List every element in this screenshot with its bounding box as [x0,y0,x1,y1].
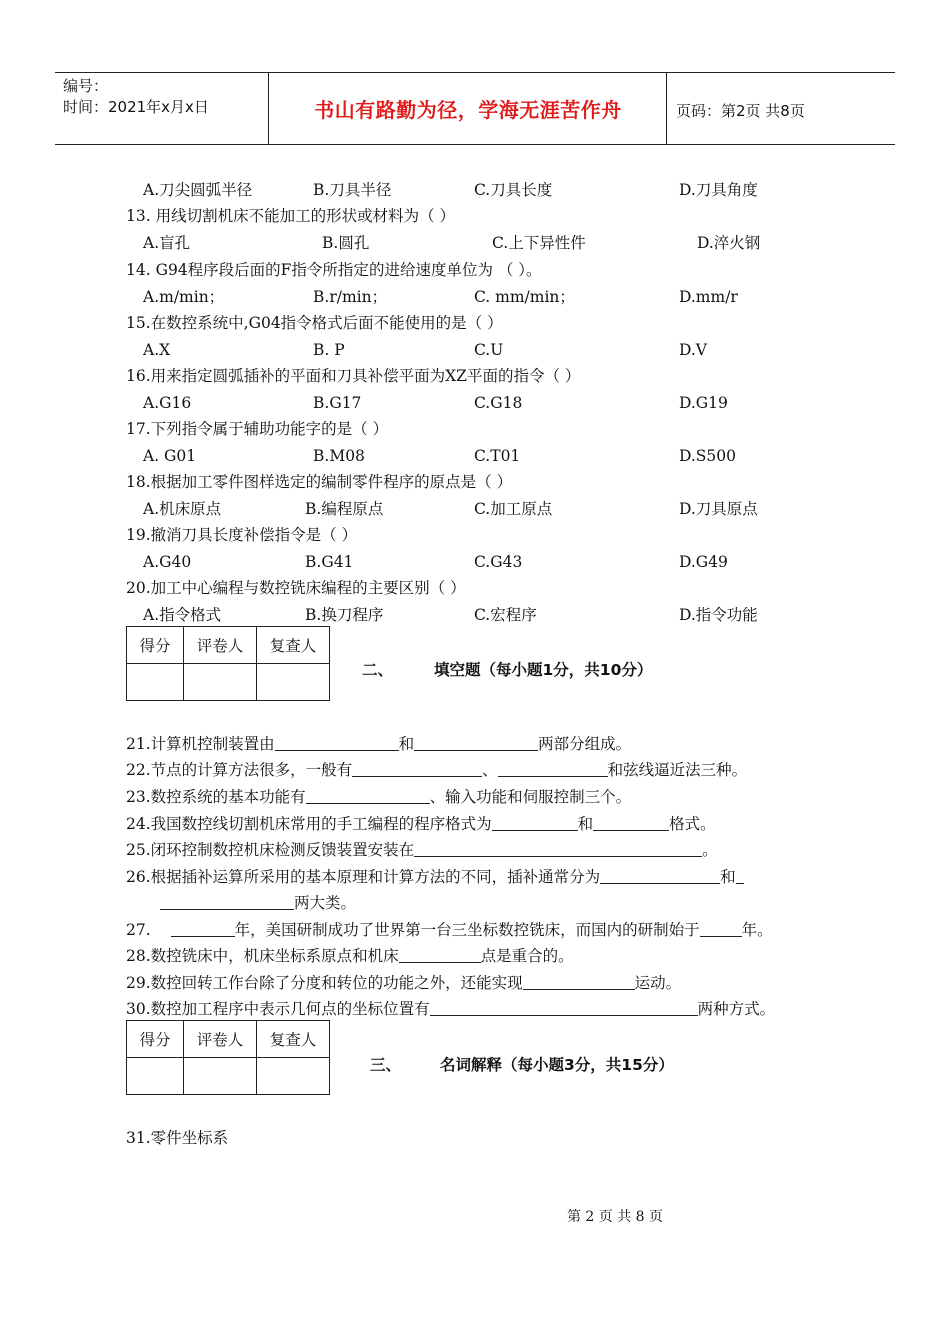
option-a: A.X [143,341,171,359]
option-d: D.V [679,341,707,359]
option-d: D.刀具原点 [679,500,758,518]
option-d: D.G19 [679,394,728,412]
question-16: 16.用来指定圆弧插补的平面和刀具补偿平面为XZ平面的指令（ ） [126,367,581,385]
question-19: 19.撤消刀具长度补偿指令是（ ） [126,526,358,544]
score-header: 得分 [127,1021,184,1058]
grader-header: 评卷人 [184,1021,257,1058]
option-b: B.换刀程序 [305,606,384,624]
q22-text: 22.节点的计算方法很多，一般有 [126,761,353,779]
option-d: D.刀具角度 [679,181,758,199]
q27-blank-1[interactable] [171,920,235,937]
q27-mid: 年，美国研制成功了世界第一台三坐标数控铣床，而国内的研制始于 [234,921,700,939]
q22-end: 和弦线逼近法三种。 [607,761,748,779]
q26-blank-2[interactable] [160,893,294,910]
question-28 [126,946,574,966]
option-c: C.G18 [474,394,523,412]
q21-end: 两部分组成。 [538,735,632,753]
question-18: 18.根据加工零件图样选定的编制零件程序的原点是（ ） [126,473,513,491]
option-a: A. G01 [143,447,197,465]
question-22 [126,760,747,780]
option-c: C.T01 [474,447,521,465]
q30-end: 两种方式。 [697,1000,776,1018]
grader-header: 评卷人 [184,627,257,664]
footer-page-number: 第 2 页 共 8 页 [566,1209,664,1225]
question-26-cont [160,893,356,913]
code-label: 编号： [63,77,109,95]
q23-blank-1[interactable] [306,787,430,804]
option-c: C. mm/min； [474,288,575,306]
option-d: D.淬火钢 [697,234,761,252]
score-cell[interactable] [127,1058,184,1095]
reviewer-header: 复查人 [257,1021,330,1058]
option-b: B.刀具半径 [313,181,392,199]
q26-blank-1[interactable] [600,867,720,884]
score-cell[interactable] [127,664,184,701]
option-c: C.G43 [474,553,523,571]
option-b: B.M08 [313,447,365,465]
q26-and: 和 [720,868,736,886]
question-15: 15.在数控系统中,G04指令格式后面不能使用的是（ ） [126,314,503,332]
option-a: A.刀尖圆弧半径 [143,181,253,199]
question-31: 31.零件坐标系 [126,1129,229,1147]
q24-end: 格式。 [669,815,716,833]
q21-blank-2[interactable] [414,734,538,751]
score-header: 得分 [127,627,184,664]
question-20: 20.加工中心编程与数控铣床编程的主要区别（ ） [126,579,466,597]
q22-sep: 、 [482,761,498,779]
page-footer [0,1206,950,1226]
q21-blank-1[interactable] [275,734,399,751]
section3-number: 三、 [370,1056,402,1074]
option-b: B.编程原点 [305,500,384,518]
header-divider-2 [666,72,667,145]
q24-blank-1[interactable] [492,814,578,831]
header-motto: 书山有路勤为径，学海无涯苦作舟 [314,98,622,122]
q29-blank-1[interactable] [523,973,635,990]
q26-text: 26.根据插补运算所采用的基本原理和计算方法的不同，插补通常分为 [126,868,601,886]
option-b: B.G17 [313,394,362,412]
score-table-section3 [126,1020,330,1095]
question-23 [126,787,631,807]
q23-end: 、输入功能和伺服控制三个。 [429,788,632,806]
question-17: 17.下列指令属于辅助功能字的是（ ） [126,420,389,438]
reviewer-cell[interactable] [257,1058,330,1095]
option-c: C.加工原点 [474,500,553,518]
option-d: D.G49 [679,553,728,571]
q24-blank-2[interactable] [593,814,669,831]
option-d: D.mm/r [679,288,738,306]
option-c: C.上下异性件 [492,234,586,252]
reviewer-header: 复查人 [257,627,330,664]
q27-text: 27. [126,921,151,939]
option-b: B.r/min； [313,288,388,306]
header-page-label: 页码：第2页 共8页 [676,102,805,120]
q21-and: 和 [398,735,415,753]
question-24 [126,814,716,834]
q30-text: 30.数控加工程序中表示几何点的坐标位置有 [126,1000,430,1018]
q24-text: 24.我国数控线切割机床常用的手工编程的程序格式为 [126,815,492,833]
question-30 [126,999,775,1019]
grader-cell[interactable] [184,664,257,701]
section3-title: 名词解释（每小题3分，共15分） [440,1056,674,1074]
q25-blank-1[interactable] [414,840,702,857]
q28-text: 28.数控铣床中，机床坐标系原点和机床 [126,947,399,965]
question-14: 14. G94程序段后面的F指令所指定的进给速度单位为 （ ）。 [126,261,542,279]
q26-end: 两大类。 [294,894,357,912]
q21-text: 21.计算机控制装置由 [126,735,275,753]
section2-number: 二、 [362,661,394,679]
option-c: C.宏程序 [474,606,537,624]
option-b: B.圆孔 [322,234,370,252]
q22-blank-1[interactable] [352,760,482,777]
option-d: D.指令功能 [679,606,758,624]
option-c: C.U [474,341,504,359]
question-21 [126,734,631,754]
q27-blank-2[interactable] [700,920,742,937]
q28-end: 点是重合的。 [480,947,574,965]
q22-blank-2[interactable] [498,760,608,777]
option-a: A.G40 [143,553,192,571]
question-13: 13. 用线切割机床不能加工的形状或材料为（ ） [126,207,456,225]
option-a: A.m/min； [143,288,225,306]
option-c: C.刀具长度 [474,181,553,199]
score-table-section2 [126,626,330,701]
q28-blank-1[interactable] [399,946,481,963]
option-a: A.盲孔 [143,234,191,252]
option-b: B. P [313,341,345,359]
time-label: 时间：2021年x月x日 [63,98,209,116]
question-26 [126,867,744,887]
q26-blank-2a[interactable] [736,867,744,884]
option-a: A.G16 [143,394,192,412]
header-divider-1 [268,72,269,145]
q23-text: 23.数控系统的基本功能有 [126,788,306,806]
option-a: A.机床原点 [143,500,222,518]
question-29 [126,973,681,993]
q29-end: 运动。 [634,974,682,992]
section2-title: 填空题（每小题1分，共10分） [434,661,653,679]
q25-end: 。 [702,841,718,859]
header-bottom-rule [55,144,895,145]
q25-text: 25.闭环控制数控机床检测反馈装置安装在 [126,841,415,859]
option-b: B.G41 [305,553,354,571]
reviewer-cell[interactable] [257,664,330,701]
question-25 [126,840,718,860]
q30-blank-1[interactable] [430,999,698,1016]
question-27 [126,920,773,940]
q29-text: 29.数控回转工作台除了分度和转位的功能之外，还能实现 [126,974,523,992]
option-a: A.指令格式 [143,606,222,624]
q27-end: 年。 [741,921,773,939]
option-d: D.S500 [679,447,737,465]
q24-and: 和 [577,815,594,833]
header-meta [63,76,209,118]
grader-cell[interactable] [184,1058,257,1095]
header-top-rule [55,72,895,73]
